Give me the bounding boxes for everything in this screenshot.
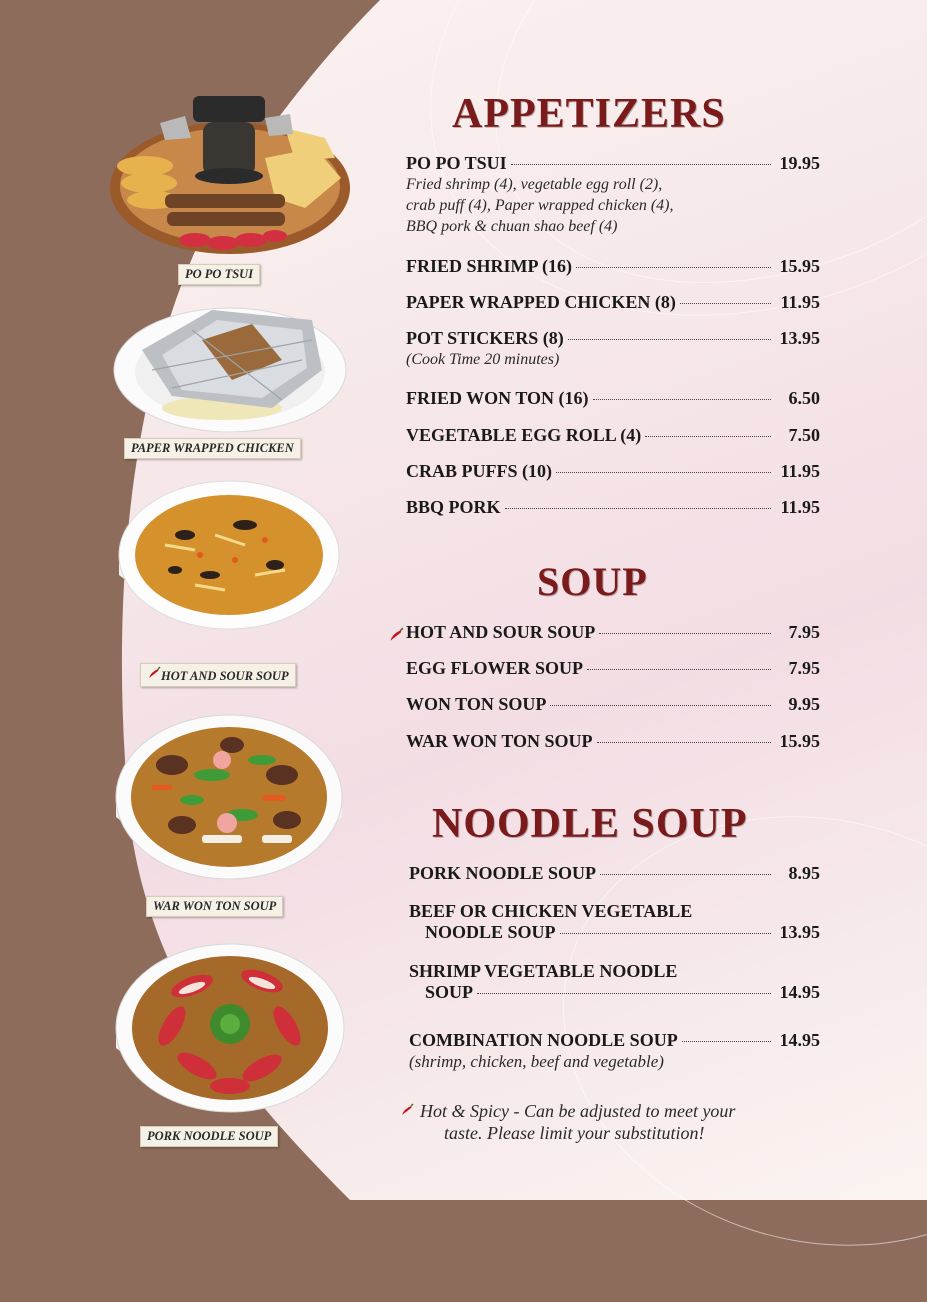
photo-caption: WAR WON TON SOUP: [146, 896, 283, 917]
menu-item: [406, 461, 820, 482]
item-name: CRAB PUFFS (10): [406, 461, 552, 481]
menu-item: [406, 497, 820, 518]
leader-dots: [576, 267, 771, 268]
leader-dots: [560, 933, 771, 934]
leader-dots: [599, 633, 771, 634]
item-description: crab puff (4), Paper wrapped chicken (4),: [406, 197, 674, 214]
menu-item: [406, 153, 820, 237]
item-name: SOUP: [425, 982, 474, 1002]
item-name: FRIED WON TON (16): [406, 388, 589, 408]
item-name: EGG FLOWER SOUP: [406, 658, 584, 678]
leader-dots: [600, 874, 771, 875]
photo-caption: PAPER WRAPPED CHICKEN: [124, 438, 301, 459]
chili-pepper-icon: [388, 627, 402, 641]
item-description: (Cook Time 20 minutes): [406, 351, 560, 368]
leader-dots: [645, 436, 771, 437]
item-name: COMBINATION NOODLE SOUP: [409, 1030, 678, 1050]
pork-noodle-soup-photo: [112, 936, 348, 1126]
leader-dots: [550, 705, 771, 706]
item-name: PO PO TSUI: [406, 153, 507, 173]
item-price: 11.95: [780, 497, 820, 517]
leader-dots: [593, 399, 771, 400]
footnote-line: Hot & Spicy - Can be adjusted to meet your: [420, 1101, 736, 1121]
leader-dots: [556, 472, 771, 473]
menu-item: [406, 328, 820, 370]
item-name-line: BEEF OR CHICKEN VEGETABLE: [409, 901, 693, 921]
item-price: 11.95: [780, 461, 820, 481]
item-name: POT STICKERS (8): [406, 328, 564, 348]
hot-and-sour-soup-photo: [115, 475, 343, 657]
menu-item: [406, 256, 820, 277]
photo-caption: PORK NOODLE SOUP: [140, 1126, 278, 1147]
item-price: 11.95: [780, 292, 820, 312]
item-description: Fried shrimp (4), vegetable egg roll (2),: [406, 176, 663, 193]
item-name: WON TON SOUP: [406, 694, 547, 714]
spicy-footnote: [400, 1100, 735, 1144]
item-name: FRIED SHRIMP (16): [406, 256, 572, 276]
item-price: 8.95: [788, 863, 820, 883]
leader-dots: [597, 742, 771, 743]
photo-caption-text: HOT AND SOUR SOUP: [161, 669, 289, 683]
item-name: PAPER WRAPPED CHICKEN (8): [406, 292, 676, 312]
chili-pepper-icon: [147, 666, 161, 680]
item-price: 14.95: [779, 982, 820, 1002]
leader-dots: [511, 164, 771, 165]
footnote-line: taste. Please limit your substitution!: [444, 1123, 705, 1143]
po-po-tsui-photo: [105, 88, 355, 260]
menu-item: [406, 694, 820, 715]
leader-dots: [505, 508, 771, 509]
war-won-ton-soup-photo: [112, 705, 346, 893]
leader-dots: [587, 669, 771, 670]
menu-item: [409, 1030, 820, 1072]
menu-item: [409, 863, 820, 884]
item-name: VEGETABLE EGG ROLL (4): [406, 425, 642, 445]
item-name: NOODLE SOUP: [425, 922, 556, 942]
item-name: PORK NOODLE SOUP: [409, 863, 597, 883]
menu-item: [406, 292, 820, 313]
item-price: 13.95: [779, 328, 820, 348]
menu-item: [409, 901, 820, 943]
item-price: 6.50: [788, 388, 820, 408]
leader-dots: [568, 339, 771, 340]
item-name: WAR WON TON SOUP: [406, 731, 593, 751]
item-price: 19.95: [779, 153, 820, 173]
leader-dots: [682, 1041, 771, 1042]
item-price: 15.95: [779, 256, 820, 276]
menu-item: [406, 658, 820, 679]
appetizers-title: APPETIZERS: [452, 91, 726, 137]
item-price: 7.95: [788, 658, 820, 678]
leader-dots: [477, 993, 771, 994]
item-price: 14.95: [779, 1030, 820, 1050]
menu-item: [406, 622, 820, 643]
item-name: BBQ PORK: [406, 497, 501, 517]
item-price: 7.50: [788, 425, 820, 445]
item-description: (shrimp, chicken, beef and vegetable): [409, 1052, 664, 1071]
menu-item: [406, 425, 820, 446]
item-price: 9.95: [788, 694, 820, 714]
photo-caption: PO PO TSUI: [178, 264, 260, 285]
soup-title: SOUP: [537, 559, 648, 604]
item-price: 15.95: [779, 731, 820, 751]
noodle-soup-title: NOODLE SOUP: [432, 801, 748, 847]
item-description: BBQ pork & chuan shao beef (4): [406, 218, 618, 235]
leader-dots: [680, 303, 771, 304]
photo-caption: [140, 663, 296, 687]
paper-wrapped-chicken-photo: [112, 300, 348, 434]
item-name-line: SHRIMP VEGETABLE NOODLE: [409, 961, 678, 981]
item-name: HOT AND SOUR SOUP: [406, 622, 596, 642]
menu-item: [406, 388, 820, 409]
chili-pepper-icon: [400, 1103, 414, 1117]
menu-item: [406, 731, 820, 752]
item-price: 7.95: [788, 622, 820, 642]
menu-item: [409, 961, 820, 1003]
item-price: 13.95: [779, 922, 820, 942]
